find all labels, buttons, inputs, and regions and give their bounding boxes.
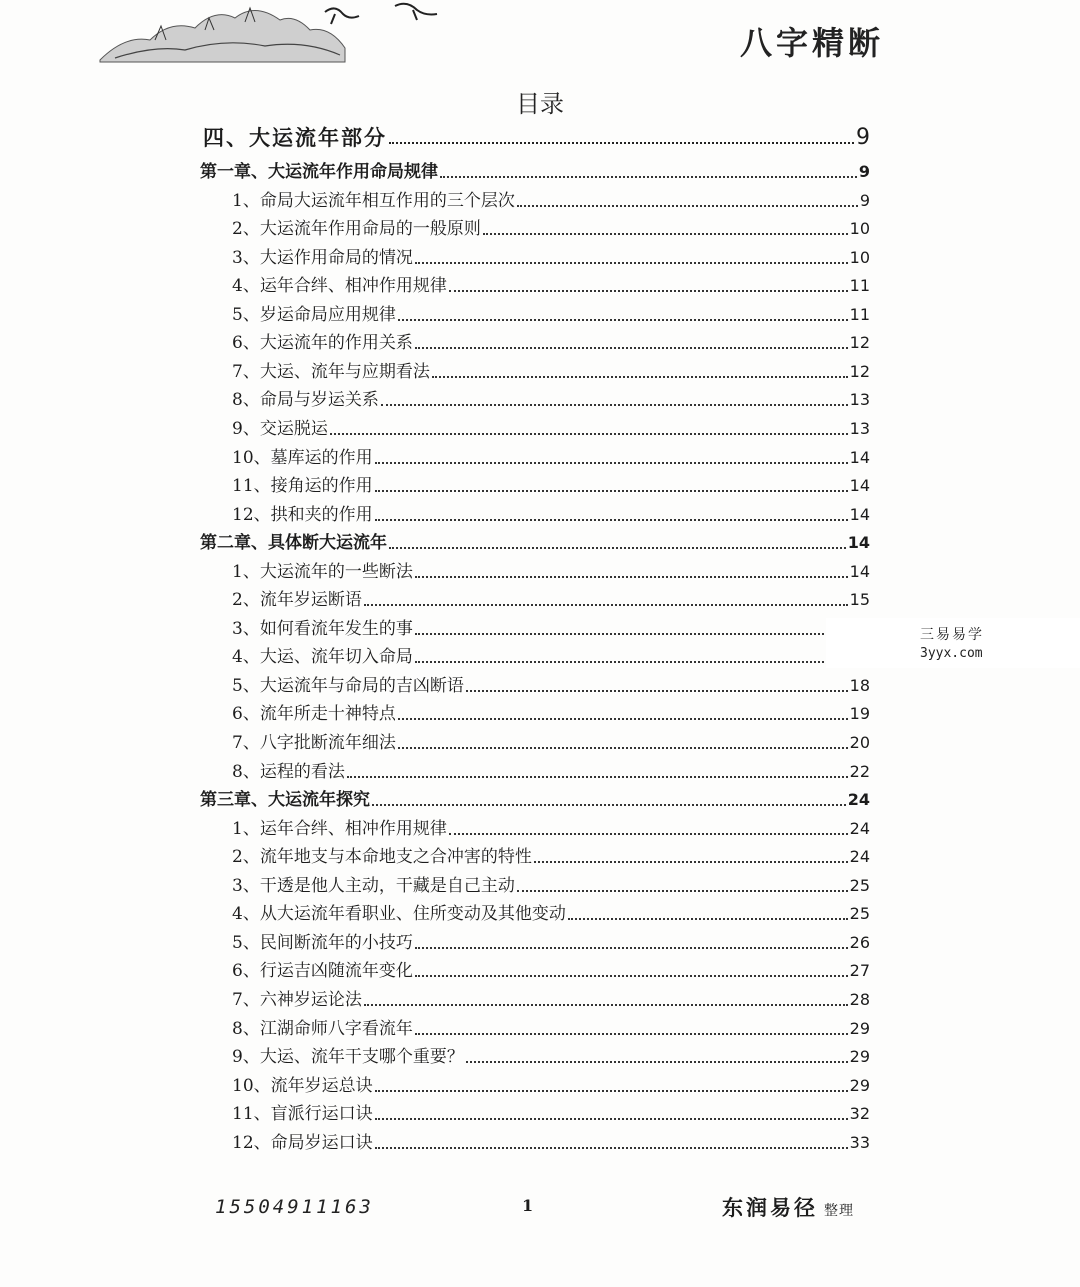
toc-item-entry <box>232 957 870 983</box>
toc-entry-label: 6、行运吉凶随流年变化 <box>232 961 413 982</box>
toc-entry-label: 2、流年岁运断语 <box>232 590 362 611</box>
toc-entry-page: 10 <box>849 247 870 267</box>
toc-item-entry <box>232 872 870 898</box>
toc-entry-label: 12、命局岁运口诀 <box>232 1132 373 1153</box>
toc-entry-page: 14 <box>849 561 870 581</box>
toc-entry-label: 四、大运流年部分 <box>203 125 387 150</box>
toc-entry-label: 1、命局大运流年相互作用的三个层次 <box>232 190 515 211</box>
toc-item-entry <box>232 729 870 755</box>
toc-entry-page: 12 <box>849 361 870 381</box>
toc-entry-label: 5、岁运命局应用规律 <box>232 304 396 325</box>
toc-entry-page: 14 <box>847 533 870 553</box>
toc-item-entry <box>232 444 870 470</box>
toc-item-entry <box>232 1072 870 1098</box>
dot-leader <box>375 462 848 464</box>
toc-item-entry <box>232 329 870 355</box>
toc-entry-page: 9 <box>856 125 870 150</box>
toc-entry-label: 第二章、具体断大运流年 <box>200 533 387 554</box>
toc-entry-page: 13 <box>849 418 870 438</box>
watermark-box <box>826 618 1080 668</box>
toc-entry-page: 14 <box>849 504 870 524</box>
toc-item-entry <box>232 244 870 270</box>
toc-entry-page: 15 <box>849 590 870 610</box>
footer-phone: 15504911163 <box>215 1196 374 1218</box>
dot-leader <box>466 690 848 692</box>
footer-page-number: 1 <box>522 1196 534 1215</box>
dot-leader <box>415 633 848 635</box>
toc-chapter-entry <box>200 529 870 555</box>
dot-leader <box>449 290 848 292</box>
toc-item-entry <box>232 501 870 527</box>
dot-leader <box>517 205 858 207</box>
mountain-landscape-icon <box>95 0 455 70</box>
toc-entry-page: 24 <box>847 790 870 810</box>
toc-item-entry <box>232 1043 870 1069</box>
toc-entry-label: 6、流年所走十神特点 <box>232 704 396 725</box>
toc-item-entry <box>232 272 870 298</box>
toc-entry-page: 29 <box>849 1018 870 1038</box>
toc-entry-page: 22 <box>849 761 870 781</box>
toc-entry-label: 5、大运流年与命局的吉凶断语 <box>232 675 464 696</box>
dot-leader <box>375 519 848 521</box>
toc-entry-page: 26 <box>849 932 870 952</box>
dot-leader <box>415 975 848 977</box>
toc-entry-label: 2、流年地支与本命地支之合冲害的特性 <box>232 847 532 868</box>
toc-part-entry <box>203 120 870 150</box>
toc-entry-page: 19 <box>849 704 870 724</box>
toc-chapter-entry <box>200 158 870 184</box>
dot-leader <box>415 576 848 578</box>
toc-entry-label: 8、运程的看法 <box>232 761 345 782</box>
toc-entry-label: 4、大运、流年切入命局 <box>232 647 413 668</box>
toc-entry-page: 11 <box>849 276 870 296</box>
dot-leader <box>381 404 848 406</box>
dot-leader <box>389 142 854 144</box>
toc-item-entry <box>232 472 870 498</box>
toc-item-entry <box>232 929 870 955</box>
toc-title: 目录 <box>516 90 564 118</box>
toc-item-entry <box>232 815 870 841</box>
toc-entry-label: 4、运年合绊、相冲作用规律 <box>232 276 447 297</box>
toc-entry-label: 10、墓库运的作用 <box>232 447 373 468</box>
toc-entry-label: 7、八字批断流年细法 <box>232 733 396 753</box>
toc-entry-page: 32 <box>849 1104 870 1124</box>
toc-entry-page: 29 <box>849 1075 870 1095</box>
dot-leader <box>415 947 848 949</box>
toc-entry-label: 第三章、大运流年探究 <box>200 790 370 811</box>
toc-entry-label: 7、六神岁运论法 <box>232 989 362 1010</box>
dot-leader <box>568 918 848 920</box>
dot-leader <box>415 1033 848 1035</box>
toc-entry-page: 25 <box>849 875 870 895</box>
watermark-domain: 3yyx.com <box>920 646 983 661</box>
footer-editor-note: 整理 <box>824 1203 854 1219</box>
dot-leader <box>347 776 848 778</box>
toc-entry-label: 3、干透是他人主动，干藏是自己主动 <box>232 875 515 896</box>
footer-editor: 东润易径 <box>722 1195 818 1220</box>
dot-leader <box>466 1061 848 1063</box>
toc-entry-label: 3、大运作用命局的情况 <box>232 247 413 268</box>
toc-entry-page: 29 <box>849 1047 870 1067</box>
toc-entry-page: 14 <box>849 476 870 496</box>
dot-leader <box>398 747 848 749</box>
dot-leader <box>375 490 848 492</box>
dot-leader <box>398 319 848 321</box>
toc-entry-label: 11、盲派行运口诀 <box>232 1104 373 1125</box>
book-title: 八字精断 <box>740 24 885 62</box>
dot-leader <box>375 1118 848 1120</box>
toc-entry-page: 18 <box>849 675 870 695</box>
toc-entry-page: 28 <box>849 989 870 1009</box>
toc-entry-page: 14 <box>849 447 870 467</box>
toc-item-entry <box>232 986 870 1012</box>
dot-leader <box>415 347 848 349</box>
dot-leader <box>432 376 848 378</box>
toc-item-entry <box>232 1015 870 1041</box>
toc-entry-label: 9、大运、流年干支哪个重要？ <box>232 1047 464 1068</box>
toc-entry-label: 9、交运脱运 <box>232 418 328 439</box>
toc-entry-label: 2、大运流年作用命局的一般原则 <box>232 219 481 240</box>
toc-entry-page: 33 <box>849 1132 870 1152</box>
dot-leader <box>517 890 848 892</box>
watermark-name: 三易易学 <box>920 627 984 643</box>
toc-item-entry <box>232 415 870 441</box>
toc-item-entry <box>232 558 870 584</box>
dot-leader <box>389 547 846 549</box>
toc-entry-page: 24 <box>849 847 870 867</box>
toc-entry-page: 10 <box>849 219 870 239</box>
toc-entry-page: 13 <box>849 390 870 410</box>
crane-bird-icon <box>325 4 437 24</box>
dot-leader <box>375 1090 848 1092</box>
toc-entry-page: 24 <box>849 818 870 838</box>
toc-entry-label: 7、大运、流年与应期看法 <box>232 361 430 382</box>
toc-entry-label: 4、从大运流年看职业、住所变动及其他变动 <box>232 904 566 925</box>
toc-item-entry <box>232 843 870 869</box>
toc-chapter-entry <box>200 786 870 812</box>
toc-entry-label: 11、接角运的作用 <box>232 476 373 497</box>
toc-entry-label: 8、江湖命师八字看流年 <box>232 1018 413 1039</box>
dot-leader <box>372 804 846 806</box>
toc-item-entry <box>232 358 870 384</box>
toc-entry-label: 1、大运流年的一些断法 <box>232 561 413 582</box>
toc-item-entry <box>232 700 870 726</box>
dot-leader <box>440 176 857 178</box>
toc-item-entry <box>232 615 870 641</box>
toc-item-entry <box>232 900 870 926</box>
dot-leader <box>449 833 848 835</box>
toc-entry-label: 1、运年合绊、相冲作用规律 <box>232 818 447 839</box>
dot-leader <box>398 718 848 720</box>
toc-entry-page: 12 <box>849 333 870 353</box>
toc-item-entry <box>232 301 870 327</box>
toc-item-entry <box>232 672 870 698</box>
toc-entry-label: 12、拱和夹的作用 <box>232 504 373 525</box>
toc-entry-label: 5、民间断流年的小技巧 <box>232 932 413 953</box>
toc-item-entry <box>232 187 870 213</box>
dot-leader <box>364 604 848 606</box>
toc-entry-label: 3、如何看流年发生的事 <box>232 618 413 639</box>
toc-item-entry <box>232 643 870 669</box>
toc-entry-page: 11 <box>849 304 870 324</box>
toc-item-entry <box>232 215 870 241</box>
dot-leader <box>415 661 868 663</box>
toc-entry-label: 第一章、大运流年作用命局规律 <box>200 162 438 182</box>
dot-leader <box>364 1004 848 1006</box>
toc-entry-page: 27 <box>849 961 870 981</box>
dot-leader <box>483 233 848 235</box>
dot-leader <box>330 433 848 435</box>
toc-entry-label: 6、大运流年的作用关系 <box>232 333 413 354</box>
toc-entry-page: 20 <box>849 733 870 752</box>
dot-leader <box>534 861 848 863</box>
toc-entry-page: 9 <box>858 162 870 181</box>
toc-entry-label: 10、流年岁运总诀 <box>232 1075 373 1096</box>
toc-item-entry <box>232 586 870 612</box>
dot-leader <box>415 262 848 264</box>
toc-item-entry <box>232 386 870 412</box>
toc-entry-page: 25 <box>849 904 870 924</box>
toc-item-entry <box>232 1129 870 1155</box>
toc-item-entry <box>232 1100 870 1126</box>
dot-leader <box>375 1147 848 1149</box>
toc-item-entry <box>232 758 870 784</box>
toc-entry-page: 9 <box>859 190 870 210</box>
toc-entry-label: 8、命局与岁运关系 <box>232 390 379 411</box>
